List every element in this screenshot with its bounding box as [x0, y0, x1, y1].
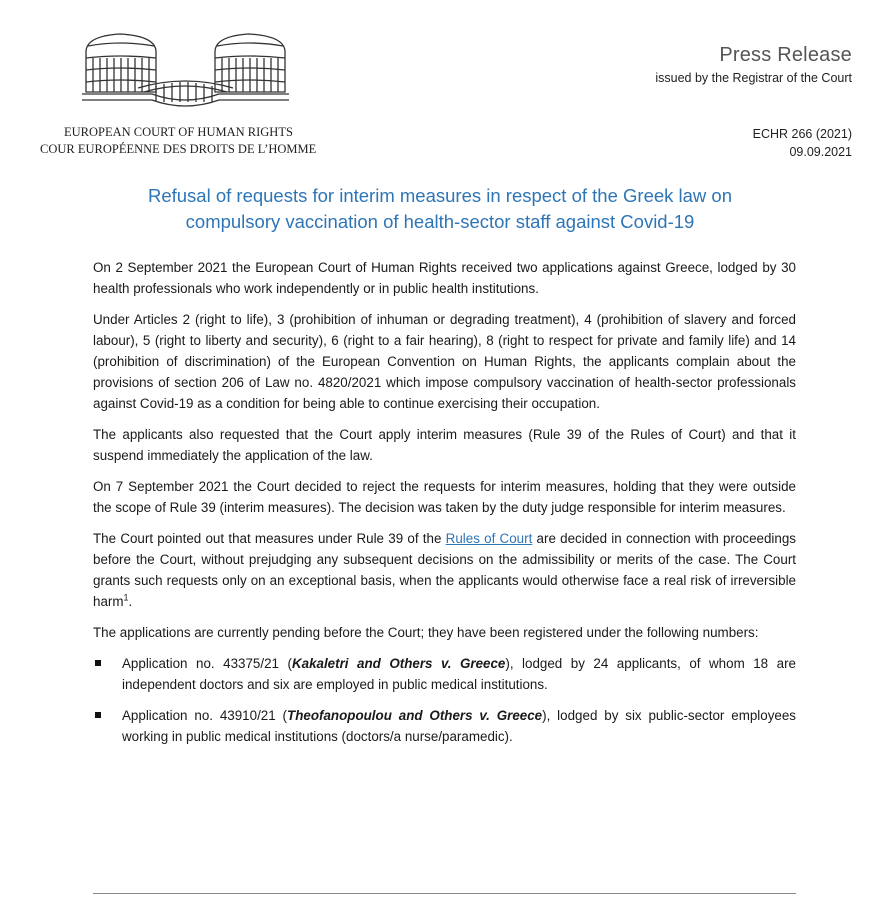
release-date: 09.09.2021: [789, 145, 852, 159]
page-title-line-1: Refusal of requests for interim measures in respect of the Greek law on: [147, 185, 733, 206]
footnote-separator: [93, 893, 796, 894]
paragraph-5: [93, 528, 796, 612]
press-release-header: [655, 44, 852, 85]
case-name: Theofanopoulou and Others v. Greece: [287, 708, 543, 723]
paragraph-2: Under Articles 2 (right to life), 3 (prohibition of inhuman or degrading treatment), 4 (prohibition of slavery and forced labour), 5 (right to liberty and security), 6 (right to a fair hearing), 8 (right to respect for private and family life) and 14 (prohibition of discrimination) of the European Convention on Human Rights, the applicants complain about the provisions of section 206 of Law no. 4820/2021 which impose compulsory vaccination of health-sector professionals against Covid-19 as a condition for being able to continue exercising their occupation.: [93, 312, 796, 411]
application-number-text: Application no. 43375/21 (: [122, 656, 292, 671]
list-item: [93, 705, 796, 747]
paragraph-5-text-start: The Court pointed out that measures under Rule 39 of the: [93, 531, 446, 546]
paragraph-6: The applications are currently pending before the Court; they have been registered under the following numbers:: [93, 625, 759, 640]
court-name: [40, 124, 340, 158]
paragraph-3: The applicants also requested that the Court apply interim measures (Rule 39 of the Rules of Court) and that it suspend immediately the application of the law.: [93, 427, 796, 463]
page-title: [90, 183, 790, 235]
page-title-line-2: compulsory vaccination of health-sector staff against Covid-19: [185, 211, 695, 232]
press-release-subtitle: issued by the Registrar of the Court: [655, 71, 852, 85]
paragraph-4: On 7 September 2021 the Court decided to reject the requests for interim measures, holding that they were outside the scope of Rule 39 (interim measures). The decision was taken by the duty judge responsible for interim measures.: [93, 479, 796, 515]
echr-building-logo-icon: [78, 22, 293, 118]
application-list: [93, 653, 796, 747]
paragraph-5-period: .: [128, 594, 133, 609]
court-name-en: EUROPEAN COURT OF HUMAN RIGHTS: [64, 125, 293, 139]
list-item: [93, 653, 796, 695]
press-release-title: Press Release: [719, 44, 852, 66]
press-release-body: [93, 257, 796, 757]
application-detail: ), lodged by six public-sector employees working in public medical institutions (doctors/a nurse/paramedic).: [122, 708, 796, 744]
paragraph-1: On 2 September 2021 the European Court of Human Rights received two applications against Greece, lodged by 30 health professionals who work independently or in public health institutions.: [93, 260, 796, 296]
bullet-icon: [95, 712, 101, 718]
reference-number: ECHR 266 (2021): [752, 127, 852, 141]
paragraph-5-text-end: are decided in connection with proceedings before the Court, without prejudging any subsequent decisions on the admissibility or merits of the case. The Court grants such requests only on an exceptional basis, when the applicants would otherwise face a real risk of irreversible harm: [93, 531, 796, 609]
court-name-fr: COUR EUROPÉENNE DES DROITS DE L’HOMME: [40, 142, 317, 156]
application-detail: ), lodged by 24 applicants, of whom 18 are independent doctors and six are employed in public medical institutions.: [122, 656, 796, 692]
court-logo-block: [40, 22, 340, 158]
rules-of-court-link[interactable]: Rules of Court: [445, 531, 533, 546]
footnote-marker[interactable]: 1: [123, 592, 129, 603]
case-name: Kakaletri and Others v. Greece: [291, 656, 506, 671]
bullet-icon: [95, 660, 101, 666]
application-number-text: Application no. 43910/21 (: [122, 708, 288, 723]
reference-block: [753, 125, 852, 161]
